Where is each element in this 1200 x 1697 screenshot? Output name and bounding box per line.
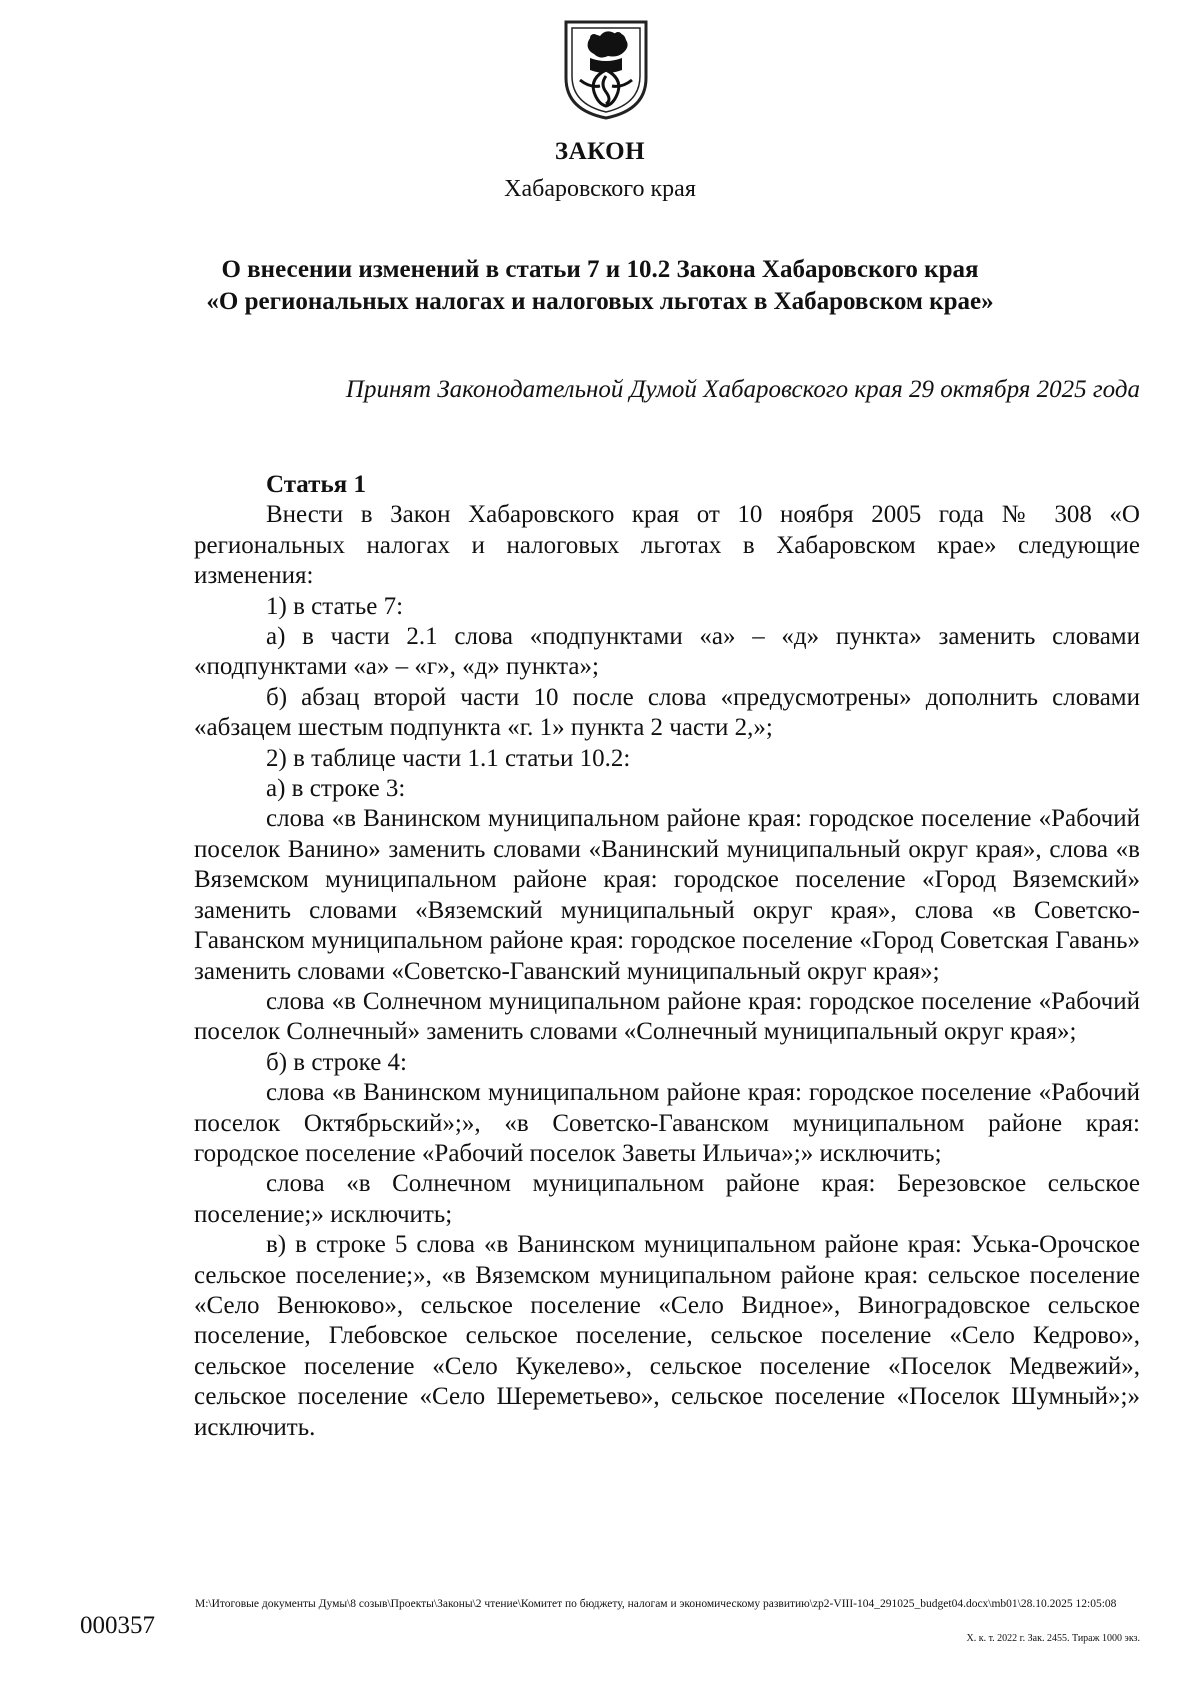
paragraph: Внести в Закон Хабаровского края от 10 ноября 2005 года № 308 «О региональных налогах и налоговых льготах в Хабаровском крае» следующие изменения: (194, 501, 1140, 590)
paragraph: б) абзац второй части 10 после слова «предусмотрены» дополнить словами «абзацем шестым подпункта «г. 1» пункта 2 части 2,»; (194, 683, 1140, 742)
paragraph: 1) в статье 7: (266, 592, 404, 620)
document-body (194, 470, 1140, 1443)
paragraph: в) в строке 5 слова «в Ванинском муниципальном районе края: Уська-Орочское сельское поселение;», «в Вяземском муниципальном районе края: сельское поселение «Село Венюково», сельское поселение «Село Видное», Виноградовское сельское поселение, Глебовское сельское поселение, сельское поселение «Село Кедрово», сельское поселение «Село Кукелево», сельское поселение «Поселок Медвежий», сельское поселение «Село Шереметьево», сельское поселение «Поселок Шумный»;» исключить. (194, 1231, 1140, 1441)
paragraph: 2) в таблице части 1.1 статьи 10.2: (266, 744, 631, 772)
print-info: Х. к. т. 2022 г. Зак. 2455. Тираж 1000 экз. (966, 1633, 1140, 1644)
law-name (0, 254, 1200, 318)
document-subtitle: Хабаровского края (504, 176, 696, 202)
paragraph: а) в строке 3: (266, 775, 406, 803)
file-path: M:\Итоговые документы Думы\8 созыв\Проекты\Законы\2 чтение\Комитет по бюджету, налогам и экономическому развитию\zp2-VIII-104_291025_budget04.docx\mb01\28.10.2025 12:05:08 (195, 1598, 1117, 1610)
paragraph: а) в части 2.1 слова «подпунктами «а» – «д» пункта» заменить словами «подпунктами «а» – «г», «д» пункта»; (194, 623, 1140, 681)
document-number: 000357 (80, 1612, 155, 1639)
paragraph: б) в строке 4: (266, 1048, 407, 1076)
article-heading: Статья 1 (266, 471, 366, 498)
law-name-line: О внесении изменений в статьи 7 и 10.2 Закона Хабаровского края (221, 256, 979, 283)
adoption-note: Принят Законодательной Думой Хабаровского края 29 октября 2025 года (345, 376, 1140, 403)
law-name-line: «О региональных налогах и налоговых льготах в Хабаровском крае» (206, 288, 994, 315)
paragraph: слова «в Ванинском муниципальном районе края: городское поселение «Рабочий поселок Ванино» заменить словами «Ванинский муниципальный округ края», слова «в Вяземском муниципальном районе края: городское поселение «Город Вяземский» заменить словами «Вяземский муниципальный округ края», слова «в Советско-Гаванском муниципальном районе края: городское поселение «Город Советская Гавань» заменить словами «Советско-Гаванский муниципальный округ края»; (194, 805, 1140, 985)
paragraph: слова «в Ванинском муниципальном районе края: городское поселение «Рабочий поселок Октябрьский»;», «в Советско-Гаванском муниципальном районе края: городское поселение «Рабочий поселок Заветы Ильича»;» исключить; (194, 1079, 1140, 1167)
paragraph: слова «в Солнечном муниципальном районе края: Березовское сельское поселение;» исключить; (194, 1170, 1140, 1228)
bear-coat-of-arms-icon (560, 18, 652, 120)
paragraph: слова «в Солнечном муниципальном районе края: городское поселение «Рабочий поселок Солнечный» заменить словами «Солнечный муниципальный округ края»; (194, 987, 1140, 1046)
document-title: ЗАКОН (554, 138, 646, 165)
